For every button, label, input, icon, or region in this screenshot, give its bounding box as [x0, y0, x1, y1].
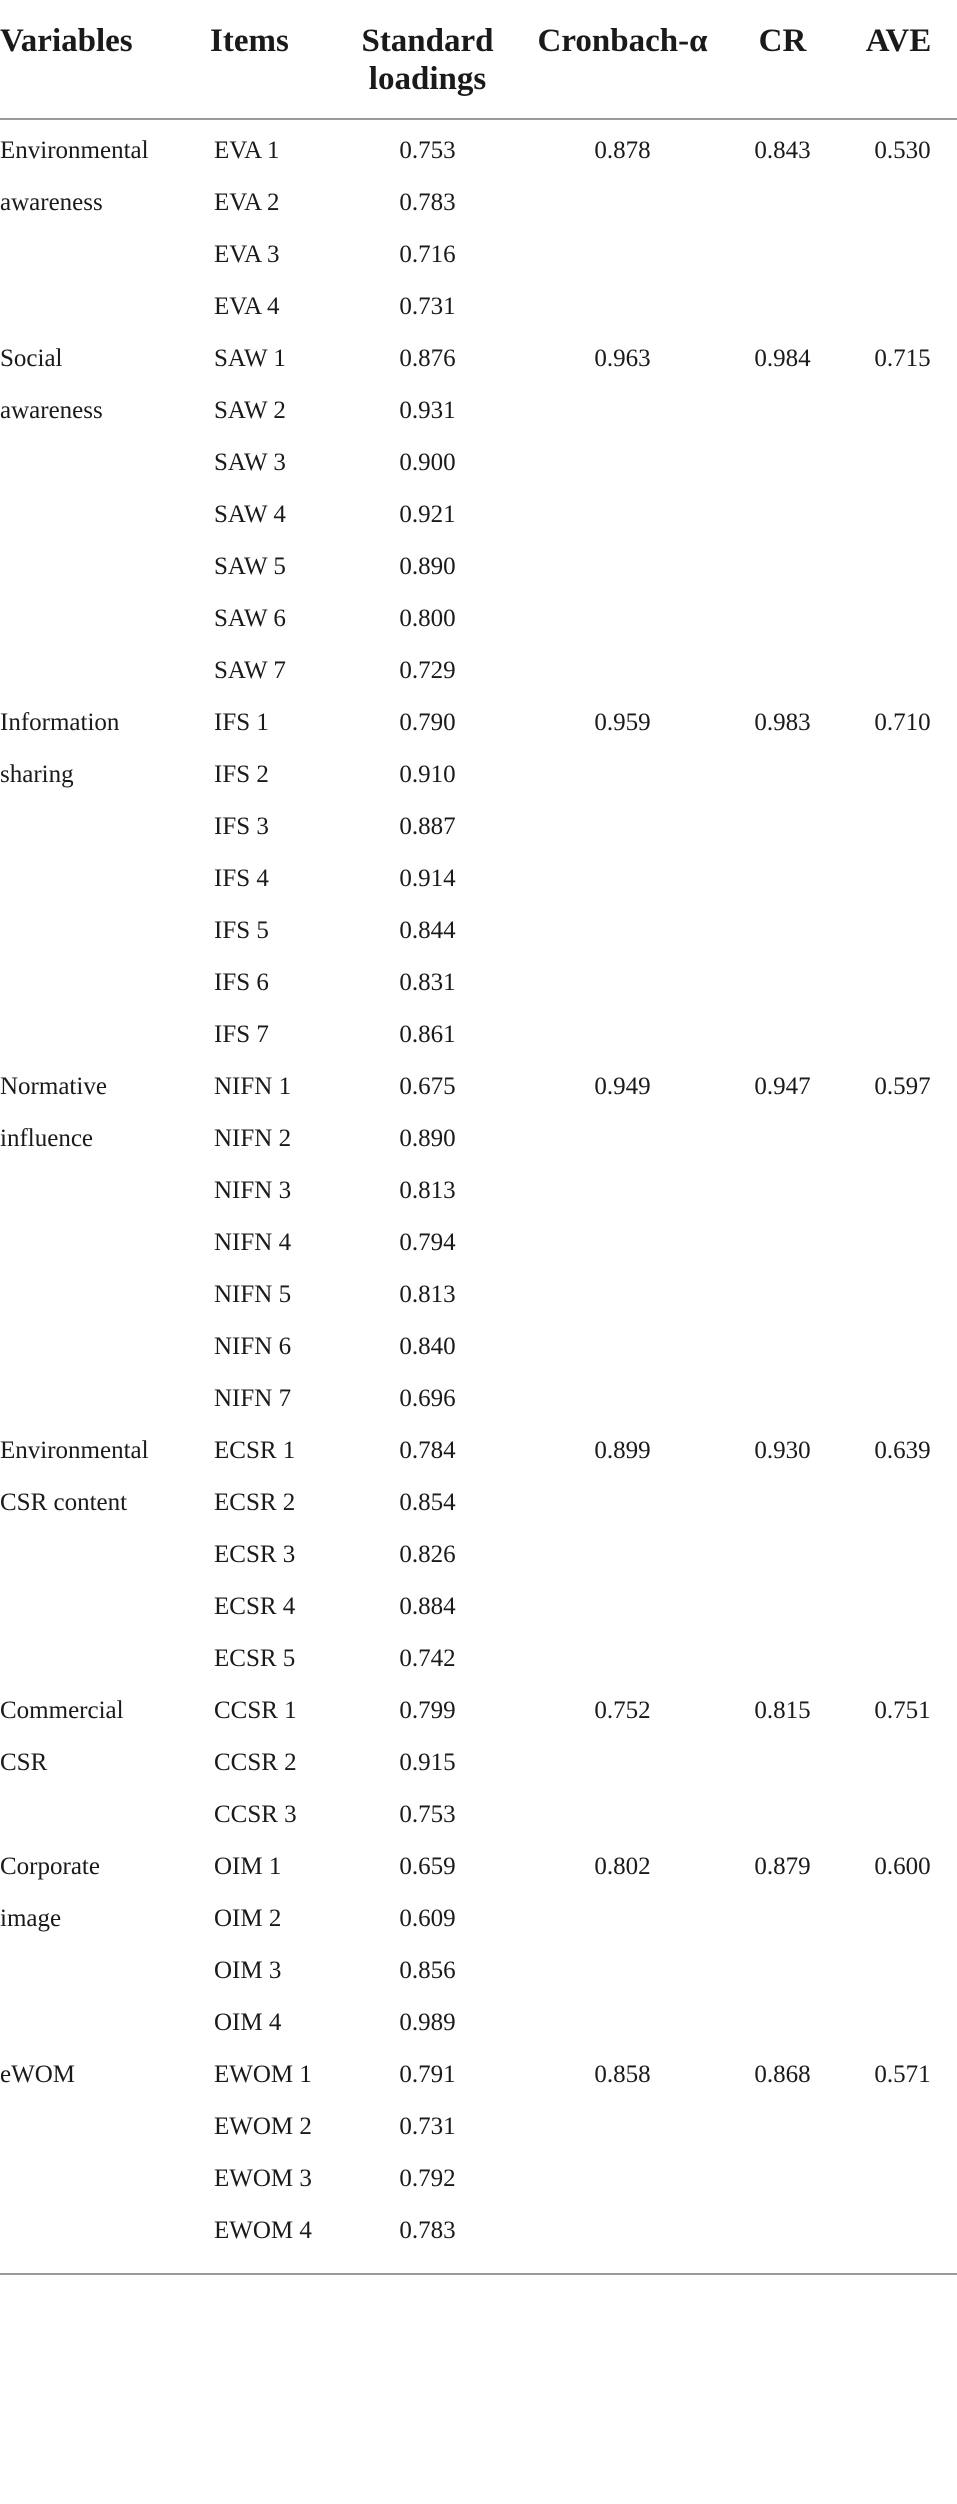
item-cell: IFS 4: [214, 865, 269, 892]
variable-cell: [0, 1217, 210, 1269]
loading-cell: 0.890: [399, 553, 456, 580]
loading-cell: 0.876: [399, 345, 456, 372]
cronbach-alpha-cell: [520, 177, 725, 229]
table-row: [0, 853, 957, 905]
cronbach-alpha-cell: [520, 437, 725, 489]
variable-cell: [0, 281, 210, 333]
ave-cell: [840, 489, 957, 541]
cr-cell: [725, 2205, 840, 2273]
cr-cell: [725, 1529, 840, 1581]
item-cell: EVA 4: [214, 293, 280, 320]
item-cell: EWOM 2: [214, 2113, 312, 2140]
cr-cell: [725, 1165, 840, 1217]
variable-cell: [0, 489, 210, 541]
cronbach-alpha-cell: [520, 1477, 725, 1529]
cr-cell: [725, 2153, 840, 2205]
ave-cell: [840, 385, 957, 437]
variable-cell: [0, 1321, 210, 1373]
cronbach-alpha-cell: [520, 2101, 725, 2153]
cronbach-alpha-cell: [520, 1269, 725, 1321]
item-cell: NIFN 4: [214, 1229, 292, 1256]
header-items: Items: [210, 0, 335, 119]
loading-cell: 0.813: [399, 1177, 456, 1204]
table-row: [0, 1841, 957, 1893]
variable-cell: [0, 1945, 210, 1997]
cronbach-alpha-cell: 0.963: [594, 345, 651, 372]
variable-cell: awareness: [0, 397, 103, 424]
cronbach-alpha-cell: [520, 1893, 725, 1945]
item-cell: IFS 5: [214, 917, 269, 944]
loading-cell: 0.783: [399, 189, 456, 216]
table-row: [0, 957, 957, 1009]
cr-cell: [725, 645, 840, 697]
cronbach-alpha-cell: [520, 1373, 725, 1425]
cr-cell: 0.879: [754, 1853, 811, 1880]
loading-cell: 0.800: [399, 605, 456, 632]
ave-cell: 0.600: [874, 1853, 931, 1880]
loading-cell: 0.675: [399, 1073, 456, 1100]
ave-cell: [840, 905, 957, 957]
loading-cell: 0.989: [399, 2009, 456, 2036]
item-cell: EVA 1: [214, 137, 280, 164]
variable-cell: [0, 437, 210, 489]
cr-cell: 0.930: [754, 1437, 811, 1464]
item-cell: CCSR 1: [214, 1697, 297, 1724]
cronbach-alpha-cell: [520, 2205, 725, 2273]
loading-cell: 0.731: [399, 2113, 456, 2140]
variable-cell: Environmental: [0, 137, 149, 164]
cr-cell: [725, 801, 840, 853]
ave-cell: [840, 1789, 957, 1841]
loading-cell: 0.914: [399, 865, 456, 892]
variable-cell: Corporate: [0, 1853, 100, 1880]
table-row: [0, 2101, 957, 2153]
variable-cell: [0, 593, 210, 645]
header-loadings: [335, 0, 520, 119]
table-row: [0, 385, 957, 437]
cr-cell: [725, 1373, 840, 1425]
ave-cell: 0.530: [874, 137, 931, 164]
loading-cell: 0.826: [399, 1541, 456, 1568]
cronbach-alpha-cell: [520, 749, 725, 801]
table-row: [0, 281, 957, 333]
variable-cell: sharing: [0, 761, 74, 788]
variable-cell: [0, 1633, 210, 1685]
header-cronbach-alpha: Cronbach-α: [520, 0, 725, 119]
ave-cell: [840, 2101, 957, 2153]
loading-cell: 0.910: [399, 761, 456, 788]
item-cell: ECSR 4: [214, 1593, 296, 1620]
variable-cell: Environmental: [0, 1437, 149, 1464]
table-row: [0, 2049, 957, 2101]
loading-cell: 0.791: [399, 2061, 456, 2088]
cronbach-alpha-cell: 0.878: [594, 137, 651, 164]
variable-cell: [0, 645, 210, 697]
ave-cell: [840, 593, 957, 645]
item-cell: ECSR 2: [214, 1489, 296, 1516]
variable-cell: Normative: [0, 1073, 107, 1100]
ave-cell: [840, 1997, 957, 2049]
cronbach-alpha-cell: 0.899: [594, 1437, 651, 1464]
loading-cell: 0.794: [399, 1229, 456, 1256]
table-row: [0, 1373, 957, 1425]
variable-cell: Social: [0, 345, 63, 372]
loading-cell: 0.716: [399, 241, 456, 268]
variable-cell: CSR content: [0, 1489, 128, 1516]
cr-cell: [725, 1737, 840, 1789]
loading-cell: 0.742: [399, 1645, 456, 1672]
table-row: [0, 1321, 957, 1373]
header-row: [0, 0, 957, 119]
item-cell: NIFN 5: [214, 1281, 292, 1308]
ave-cell: [840, 1217, 957, 1269]
item-cell: SAW 7: [214, 657, 286, 684]
table-row: [0, 1633, 957, 1685]
loading-cell: 0.884: [399, 1593, 456, 1620]
cr-cell: 0.983: [754, 709, 811, 736]
table-row: [0, 801, 957, 853]
cr-cell: [725, 1269, 840, 1321]
table-row: [0, 1165, 957, 1217]
item-cell: ECSR 3: [214, 1541, 296, 1568]
loading-cell: 0.753: [399, 1801, 456, 1828]
cronbach-alpha-cell: [520, 1997, 725, 2049]
item-cell: NIFN 2: [214, 1125, 292, 1152]
loading-cell: 0.609: [399, 1905, 456, 1932]
header-loadings-line1: Standard: [361, 23, 494, 59]
cr-cell: [725, 385, 840, 437]
ave-cell: [840, 281, 957, 333]
cr-cell: [725, 1789, 840, 1841]
cronbach-alpha-cell: 0.949: [594, 1073, 651, 1100]
cronbach-alpha-cell: [520, 853, 725, 905]
cronbach-alpha-cell: [520, 1009, 725, 1061]
ave-cell: [840, 1009, 957, 1061]
ave-cell: [840, 853, 957, 905]
table-row: [0, 1893, 957, 1945]
item-cell: NIFN 3: [214, 1177, 292, 1204]
header-cr: CR: [725, 0, 840, 119]
cr-cell: [725, 2101, 840, 2153]
loading-cell: 0.696: [399, 1385, 456, 1412]
item-cell: ECSR 1: [214, 1437, 296, 1464]
item-cell: OIM 2: [214, 1905, 282, 1932]
item-cell: EWOM 3: [214, 2165, 312, 2192]
variable-cell: [0, 1165, 210, 1217]
cr-cell: [725, 1997, 840, 2049]
table-row: [0, 1009, 957, 1061]
item-cell: CCSR 2: [214, 1749, 297, 1776]
item-cell: OIM 1: [214, 1853, 282, 1880]
cronbach-alpha-cell: [520, 1737, 725, 1789]
cronbach-alpha-cell: [520, 1321, 725, 1373]
ave-cell: [840, 749, 957, 801]
cronbach-alpha-cell: [520, 541, 725, 593]
loading-cell: 0.900: [399, 449, 456, 476]
table-row: [0, 1789, 957, 1841]
item-cell: NIFN 7: [214, 1385, 292, 1412]
table-row: [0, 1997, 957, 2049]
variable-cell: [0, 1997, 210, 2049]
table-row: [0, 593, 957, 645]
variable-cell: Information: [0, 709, 120, 736]
item-cell: EVA 3: [214, 241, 280, 268]
item-cell: OIM 3: [214, 1957, 282, 1984]
item-cell: EVA 2: [214, 189, 280, 216]
item-cell: SAW 1: [214, 345, 286, 372]
header-ave: AVE: [840, 0, 957, 119]
header-variables: Variables: [0, 0, 210, 119]
loading-cell: 0.854: [399, 1489, 456, 1516]
variable-cell: [0, 957, 210, 1009]
table-row: [0, 177, 957, 229]
table-row: [0, 1945, 957, 1997]
cr-cell: [725, 1477, 840, 1529]
table-row: [0, 541, 957, 593]
loading-cell: 0.731: [399, 293, 456, 320]
loading-cell: 0.753: [399, 137, 456, 164]
ave-cell: 0.715: [874, 345, 931, 372]
table-row: [0, 119, 957, 177]
item-cell: EWOM 1: [214, 2061, 312, 2088]
item-cell: SAW 5: [214, 553, 286, 580]
table-row: [0, 1477, 957, 1529]
variable-cell: [0, 229, 210, 281]
table-bottom-rule: [0, 2273, 957, 2275]
cr-cell: [725, 229, 840, 281]
item-cell: EWOM 4: [214, 2217, 312, 2244]
item-cell: SAW 6: [214, 605, 286, 632]
ave-cell: 0.751: [874, 1697, 931, 1724]
cronbach-alpha-cell: [520, 1165, 725, 1217]
ave-cell: [840, 1581, 957, 1633]
cronbach-alpha-cell: [520, 1217, 725, 1269]
cr-cell: 0.947: [754, 1073, 811, 1100]
ave-cell: [840, 1165, 957, 1217]
variable-cell: [0, 2153, 210, 2205]
item-cell: CCSR 3: [214, 1801, 297, 1828]
loading-cell: 0.844: [399, 917, 456, 944]
cr-cell: [725, 749, 840, 801]
variable-cell: Commercial: [0, 1697, 124, 1724]
ave-cell: 0.639: [874, 1437, 931, 1464]
variable-cell: [0, 1789, 210, 1841]
cr-cell: [725, 1633, 840, 1685]
loading-cell: 0.659: [399, 1853, 456, 1880]
loading-cell: 0.931: [399, 397, 456, 424]
item-cell: IFS 1: [214, 709, 269, 736]
ave-cell: [840, 1737, 957, 1789]
item-cell: IFS 3: [214, 813, 269, 840]
cronbach-alpha-cell: [520, 593, 725, 645]
variable-cell: [0, 541, 210, 593]
variable-cell: image: [0, 1905, 62, 1932]
table-row: [0, 489, 957, 541]
cr-cell: [725, 437, 840, 489]
variable-cell: [0, 905, 210, 957]
cronbach-alpha-cell: [520, 1789, 725, 1841]
table-row: [0, 905, 957, 957]
loading-cell: 0.799: [399, 1697, 456, 1724]
ave-cell: [840, 1633, 957, 1685]
table-row: [0, 229, 957, 281]
variable-cell: [0, 1009, 210, 1061]
table-row: [0, 1113, 957, 1165]
cronbach-alpha-cell: [520, 645, 725, 697]
table-row: [0, 645, 957, 697]
cronbach-alpha-cell: [520, 1113, 725, 1165]
cr-cell: 0.984: [754, 345, 811, 372]
cr-cell: [725, 281, 840, 333]
cronbach-alpha-cell: 0.858: [594, 2061, 651, 2088]
cronbach-alpha-cell: [520, 1633, 725, 1685]
ave-cell: [840, 1477, 957, 1529]
variable-cell: [0, 1529, 210, 1581]
cronbach-alpha-cell: [520, 801, 725, 853]
cronbach-alpha-cell: [520, 1529, 725, 1581]
loading-cell: 0.792: [399, 2165, 456, 2192]
cronbach-alpha-cell: 0.752: [594, 1697, 651, 1724]
ave-cell: [840, 1529, 957, 1581]
variable-cell: [0, 853, 210, 905]
cr-cell: [725, 1893, 840, 1945]
table-row: [0, 333, 957, 385]
cronbach-alpha-cell: [520, 905, 725, 957]
ave-cell: [840, 229, 957, 281]
loading-cell: 0.783: [399, 2217, 456, 2244]
variable-cell: [0, 2205, 210, 2273]
cr-cell: [725, 541, 840, 593]
ave-cell: [840, 1321, 957, 1373]
cr-cell: [725, 489, 840, 541]
cr-cell: [725, 1113, 840, 1165]
ave-cell: [840, 645, 957, 697]
cronbach-alpha-cell: [520, 957, 725, 1009]
ave-cell: [840, 1269, 957, 1321]
cr-cell: [725, 957, 840, 1009]
loading-cell: 0.890: [399, 1125, 456, 1152]
ave-cell: [840, 1945, 957, 1997]
loading-cell: 0.921: [399, 501, 456, 528]
cr-cell: [725, 1945, 840, 1997]
table-row: [0, 1529, 957, 1581]
cronbach-alpha-cell: [520, 489, 725, 541]
table-row: [0, 437, 957, 489]
cronbach-alpha-cell: 0.959: [594, 709, 651, 736]
item-cell: IFS 7: [214, 1021, 269, 1048]
cr-cell: 0.868: [754, 2061, 811, 2088]
item-cell: NIFN 1: [214, 1073, 292, 1100]
variable-cell: awareness: [0, 189, 103, 216]
table-row: [0, 2153, 957, 2205]
variable-cell: [0, 801, 210, 853]
cr-cell: [725, 1321, 840, 1373]
ave-cell: [840, 541, 957, 593]
item-cell: SAW 2: [214, 397, 286, 424]
variable-cell: [0, 1373, 210, 1425]
cr-cell: [725, 1581, 840, 1633]
table-body: [0, 119, 957, 2273]
variable-cell: CSR: [0, 1749, 48, 1776]
table-header: [0, 0, 957, 119]
ave-cell: 0.597: [874, 1073, 931, 1100]
item-cell: OIM 4: [214, 2009, 282, 2036]
loading-cell: 0.887: [399, 813, 456, 840]
ave-cell: [840, 957, 957, 1009]
variable-cell: influence: [0, 1125, 94, 1152]
cronbach-alpha-cell: [520, 229, 725, 281]
cr-cell: [725, 1217, 840, 1269]
table-row: [0, 749, 957, 801]
item-cell: SAW 3: [214, 449, 286, 476]
item-cell: IFS 6: [214, 969, 269, 996]
table-row: [0, 2205, 957, 2273]
cronbach-alpha-cell: [520, 1581, 725, 1633]
cronbach-alpha-cell: 0.802: [594, 1853, 651, 1880]
table-row: [0, 1685, 957, 1737]
ave-cell: 0.710: [874, 709, 931, 736]
table-row: [0, 1269, 957, 1321]
cr-cell: 0.843: [754, 137, 811, 164]
cronbach-alpha-cell: [520, 385, 725, 437]
cronbach-alpha-cell: [520, 281, 725, 333]
ave-cell: [840, 801, 957, 853]
item-cell: NIFN 6: [214, 1333, 292, 1360]
cr-cell: [725, 1009, 840, 1061]
table-row: [0, 1061, 957, 1113]
loading-cell: 0.790: [399, 709, 456, 736]
item-cell: ECSR 5: [214, 1645, 296, 1672]
header-loadings-line2: loadings: [368, 61, 487, 97]
loading-cell: 0.784: [399, 1437, 456, 1464]
table-row: [0, 1217, 957, 1269]
ave-cell: [840, 2205, 957, 2273]
ave-cell: [840, 1113, 957, 1165]
cr-cell: [725, 853, 840, 905]
table-row: [0, 1581, 957, 1633]
table-row: [0, 697, 957, 749]
table-row: [0, 1737, 957, 1789]
ave-cell: [840, 2153, 957, 2205]
cr-cell: 0.815: [754, 1697, 811, 1724]
loading-cell: 0.831: [399, 969, 456, 996]
table-row: [0, 1425, 957, 1477]
cronbach-alpha-cell: [520, 1945, 725, 1997]
loading-cell: 0.915: [399, 1749, 456, 1776]
cr-cell: [725, 905, 840, 957]
item-cell: SAW 4: [214, 501, 286, 528]
item-cell: IFS 2: [214, 761, 269, 788]
cr-cell: [725, 177, 840, 229]
variable-cell: [0, 1269, 210, 1321]
ave-cell: [840, 1373, 957, 1425]
cronbach-alpha-cell: [520, 2153, 725, 2205]
variable-cell: eWOM: [0, 2061, 75, 2088]
variable-cell: [0, 1581, 210, 1633]
loading-cell: 0.840: [399, 1333, 456, 1360]
ave-cell: [840, 437, 957, 489]
variable-cell: [0, 2101, 210, 2153]
loading-cell: 0.813: [399, 1281, 456, 1308]
loading-cell: 0.861: [399, 1021, 456, 1048]
cr-cell: [725, 593, 840, 645]
ave-cell: [840, 1893, 957, 1945]
ave-cell: [840, 177, 957, 229]
loading-cell: 0.856: [399, 1957, 456, 1984]
ave-cell: 0.571: [874, 2061, 931, 2088]
loading-cell: 0.729: [399, 657, 456, 684]
